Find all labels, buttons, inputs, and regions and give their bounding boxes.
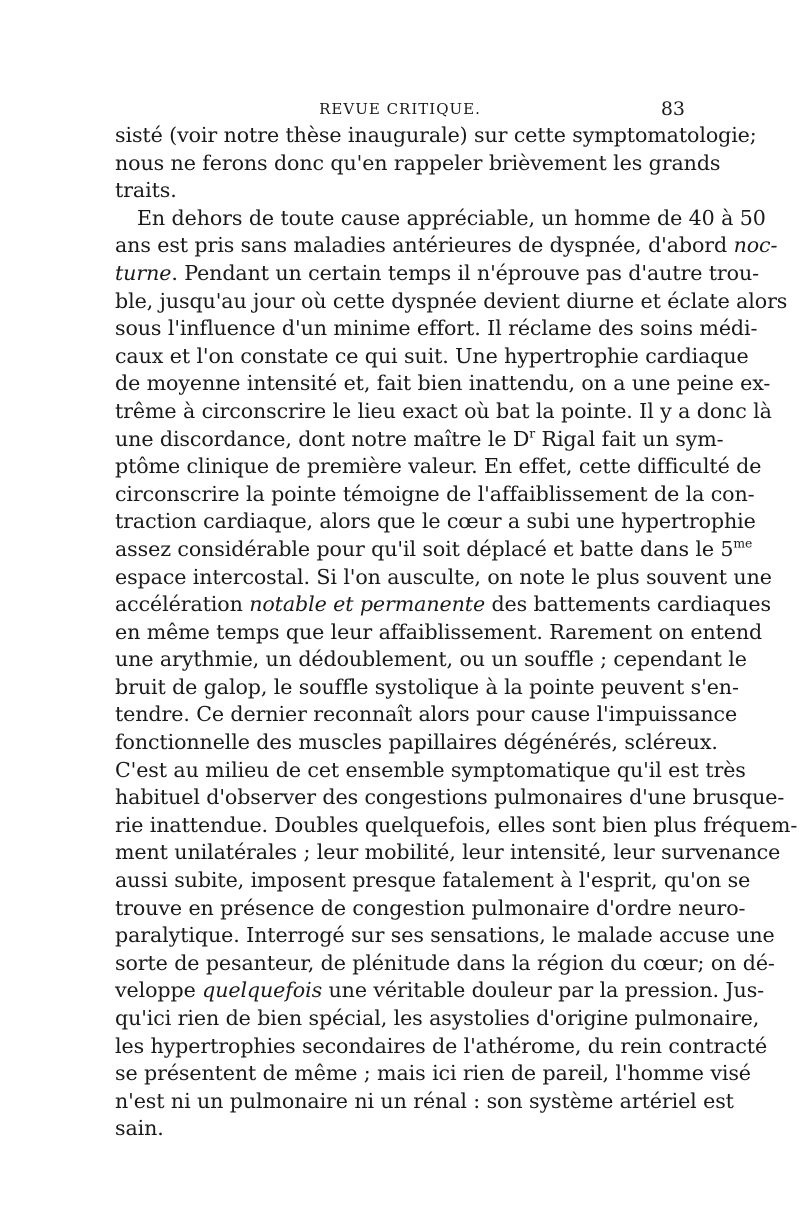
line-text: aussi subite, imposent presque fatalement à l'esprit, qu'on se: [115, 868, 751, 893]
text-line: [115, 315, 758, 343]
line-text: trême à circonscrire le lieu exact où bat la pointe. Il y a donc là: [115, 398, 772, 423]
line-text: de moyenne intensité et, fait bien inattendu, on a une peine ex-: [115, 371, 771, 396]
line-text: qu'ici rien de bien spécial, les asystolies d'origine pulmonaire,: [115, 1006, 760, 1030]
line-text: . Pendant un certain temps il n'éprouve pas d'autre trou-: [171, 260, 759, 285]
line-text: une arythmie, un dédoublement, ou un souffle ; cependant le: [115, 647, 747, 672]
superscript-text: r: [529, 425, 536, 440]
line-text: une discordance, dont notre maître le D: [115, 426, 530, 451]
running-header: [115, 96, 685, 122]
text-line: [115, 839, 781, 867]
line-text: une véritable douleur par la pression. Jus-: [322, 978, 765, 1003]
line-text: sous l'influence d'un minime effort. Il réclame des soins médi-: [115, 316, 758, 341]
italic-text: notable et permanente: [249, 592, 486, 617]
text-line: [115, 729, 718, 757]
line-text: des battements cardiaques: [485, 592, 771, 617]
line-text: ble, jusqu'au jour où cette dyspnée devient diurne et éclate alors: [115, 288, 788, 313]
text-line: [115, 1033, 768, 1061]
line-text: rie inattendue. Doubles quelquefois, elles sont bien plus fréquem-: [115, 812, 798, 837]
text-line: [115, 619, 763, 647]
text-line: [115, 177, 685, 205]
line-text: circonscrire la pointe témoigne de l'affaiblissement de la con-: [115, 481, 755, 506]
line-text: tendre. Ce dernier reconnaît alors pour cause l'impuissance: [115, 702, 738, 727]
line-text: ment unilatérales ; leur mobilité, leur intensité, leur survenance: [115, 840, 781, 865]
text-line: [115, 232, 778, 260]
text-line: [115, 922, 775, 950]
text-line: [115, 646, 747, 674]
line-text: ptôme clinique de première valeur. En effet, cette difficulté de: [115, 454, 762, 479]
running-title: REVUE CRITIQUE.: [319, 100, 481, 118]
text-line: [115, 370, 771, 398]
text-line: [115, 1088, 734, 1116]
text-line: [115, 867, 751, 895]
line-text: assez considérable pour qu'il soit déplacé et batte dans le 5: [115, 536, 734, 561]
italic-text: turne: [115, 260, 172, 285]
text-line: [115, 1060, 751, 1088]
italic-text: noc-: [733, 233, 778, 258]
line-text: nous ne ferons donc qu'en rappeler brièvement les grands: [115, 150, 721, 175]
line-text: traction cardiaque, alors que le cœur a subi une hypertrophie: [115, 509, 756, 534]
line-text: les hypertrophies secondaires de l'athérome, du rein contracté: [115, 1033, 768, 1058]
text-line: [115, 977, 765, 1005]
line-text: ans est pris sans maladies antérieures de dyspnée, d'abord: [115, 233, 734, 258]
text-line: [115, 591, 771, 619]
superscript-text: me: [733, 536, 753, 551]
line-text: veloppe: [115, 978, 203, 1003]
text-line: [115, 425, 724, 454]
line-text: paralytique. Interrogé sur ses sensations, le malade accuse une: [115, 923, 775, 948]
line-text: En dehors de toute cause appréciable, un homme de 40 à 50: [137, 205, 766, 230]
text-line: [115, 1005, 760, 1033]
text-line: [115, 536, 753, 564]
line-text: n'est ni un pulmonaire ni un rénal : son système artériel est: [115, 1088, 734, 1113]
line-text: trouve en présence de congestion pulmonaire d'ordre neuro-: [115, 895, 746, 920]
text-line: [115, 343, 749, 371]
text-line: [115, 481, 755, 509]
text-line: [115, 398, 772, 426]
text-line: [115, 757, 746, 785]
line-text: en même temps que leur affaiblissement. Rarement on entend: [115, 619, 763, 644]
line-text: sisté (voir notre thèse inaugurale) sur cette symptomatologie;: [115, 123, 757, 147]
line-text: traits.: [115, 178, 177, 203]
text-line: [115, 950, 775, 978]
line-text: C'est au milieu de cet ensemble symptomatique qu'il est très: [115, 757, 746, 782]
text-line: [115, 812, 798, 840]
line-text: caux et l'on constate ce qui suit. Une hypertrophie cardiaque: [115, 343, 749, 368]
line-text: bruit de galop, le souffle systolique à la pointe peuvent s'en-: [115, 674, 739, 699]
line-text: fonctionnelle des muscles papillaires dégénérés, scléreux.: [115, 730, 718, 755]
text-line: [115, 564, 772, 592]
text-line: [115, 288, 788, 316]
text-line: [115, 150, 721, 178]
text-line: [115, 1115, 685, 1143]
text-line: [115, 701, 738, 729]
page-number: 83: [660, 98, 685, 120]
text-line: [115, 453, 762, 481]
body-text: [115, 122, 798, 1143]
text-line: [115, 508, 756, 536]
line-text: sorte de pesanteur, de plénitude dans la région du cœur; on dé-: [115, 950, 775, 975]
text-line: [115, 260, 759, 288]
text-line: [115, 674, 739, 702]
text-line: [115, 784, 785, 812]
line-text: espace intercostal. Si l'on ausculte, on note le plus souvent une: [115, 564, 772, 589]
italic-text: quelquefois: [202, 978, 323, 1003]
line-text: se présentent de même ; mais ici rien de pareil, l'homme visé: [115, 1061, 751, 1086]
text-line: [115, 122, 757, 150]
text-line: [115, 895, 746, 923]
line-text: habituel d'observer des congestions pulmonaires d'une brusque-: [115, 785, 785, 810]
line-text: accélération: [115, 592, 250, 617]
text-line: [115, 205, 766, 233]
line-text: Rigal fait un sym-: [535, 426, 724, 451]
line-text: sain.: [115, 1116, 164, 1141]
